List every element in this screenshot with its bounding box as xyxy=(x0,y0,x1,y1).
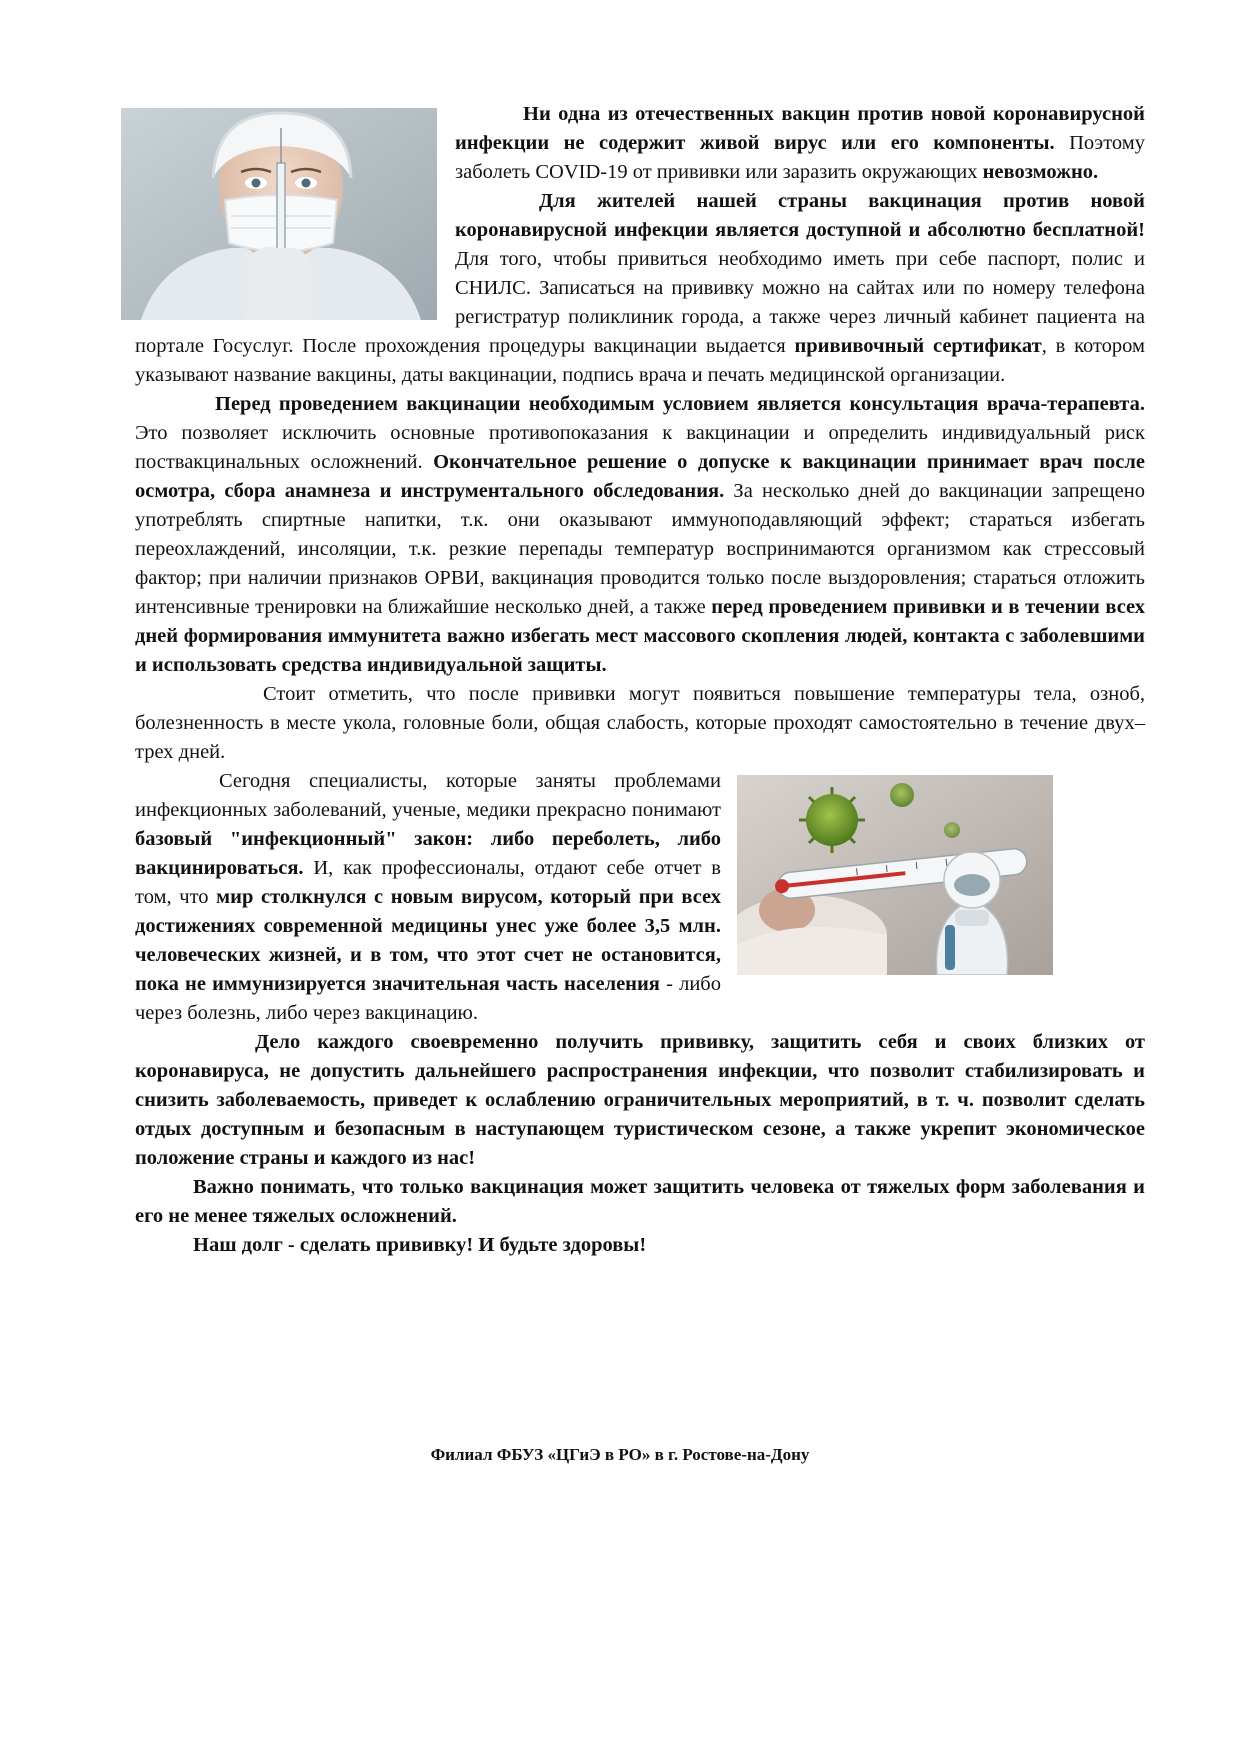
immunization-text: - либо через болезнь, либо через вакцинацию. xyxy=(135,973,721,1024)
virus-photo-image xyxy=(737,775,1053,975)
decision-bold: Окончательное решение о допуске к вакцинации принимает врач после осмотра, сбора анамнеза и инструментального обследования. xyxy=(135,451,1145,502)
new-virus-bold: мир столкнулся с новым вирусом, который при всех достижениях современной медицины унес уже более 3,5 млн. человеческих жизней, и в том, что этот счет не остановится, пока не иммунизируется значительная часть населения xyxy=(135,886,721,995)
infection-law-text: Сегодня специалисты, которые заняты проблемами инфекционных заболеваний, ученые, медики прекрасно понимают xyxy=(135,770,721,821)
important-bold-2: что только вакцинация может защитить человека от тяжелых форм заболевания и его не менее тяжелых осложнений. xyxy=(135,1176,1145,1227)
virus-photo xyxy=(737,775,1053,975)
side-effects-text: Стоит отметить, что после прививки могут появиться повышение температуры тела, озноб, болезненность в месте укола, головные боли, общая слабость, которые проходят самостоятельно в течение двух–трех дней. xyxy=(135,683,1145,763)
consultation-text: Это позволяет исключить основные противопоказания к вакцинации и определить индивидуальный риск поствакцинальных осложнений. xyxy=(135,422,1145,473)
free-vaccination-text: Для того, чтобы привиться необходимо иметь при себе паспорт, полис и СНИЛС. Записаться на прививку можно на сайтах или по номеру телефона регистратур поликлиник города, а также через личный кабинет пациента на портале Госуслуг. После прохождения процедуры вакцинации выдается xyxy=(135,248,1145,357)
infection-law-bold: базовый "инфекционный" закон: либо переболеть, либо вакцинироваться. xyxy=(135,828,721,879)
important-bold: Важно понимать xyxy=(193,1176,351,1198)
important-comma: , xyxy=(350,1176,362,1198)
nurse-photo xyxy=(121,108,437,320)
avoid-crowds-bold: перед проведением прививки и в течении всех дней формирования иммунитета важно избегать мест массового скопления людей, контакта с заболевшими и использовать средства индивидуальной защиты. xyxy=(135,596,1145,676)
certificate-text: , в котором указывают название вакцины, даты вакцинации, подпись врача и печать медицинской организации. xyxy=(135,335,1145,386)
professionals-text: И, как профессионалы, отдают себе отчет в том, что xyxy=(135,857,721,908)
intro-text: Поэтому заболеть COVID-19 от прививки или заразить окружающих xyxy=(455,132,1145,183)
consultation-bold: Перед проведением вакцинации необходимым условием является консультация врача-терапевта. xyxy=(215,393,1145,415)
paragraph-consultation xyxy=(135,390,1145,680)
paragraph-duty xyxy=(135,1028,1145,1173)
intro-bold-2: невозможно. xyxy=(982,161,1099,183)
nurse-photo-image xyxy=(121,108,437,320)
intro-bold: Ни одна из отечественных вакцин против новой коронавирусной инфекции не содержит живой вирус или его компоненты. xyxy=(455,103,1145,154)
closing-bold: Наш долг - сделать прививку! И будьте здоровы! xyxy=(193,1234,647,1256)
footer-organization: Филиал ФБУЗ «ЦГиЭ в РО» в г. Ростове-на-Дону xyxy=(430,1445,810,1464)
precautions-text: За несколько дней до вакцинации запрещено употреблять спиртные напитки, т.к. они оказывают иммуноподавляющий эффект; стараться избегать переохлаждений, инсоляции, т.к. резкие перепады температур воспринимаются организмом как стрессовый фактор; при наличии признаков ОРВИ, вакцинация проводится только после выздоровления; стараться отложить интенсивные тренировки на ближайшие несколько дней, а также xyxy=(135,480,1145,618)
duty-bold: Дело каждого своевременно получить прививку, защитить себя и своих близких от коронавируса, не допустить дальнейшего распространения инфекции, что позволит стабилизировать и снизить заболеваемость, приведет к ослаблению ограничительных мероприятий, в т. ч. позволит сделать отдых доступным и безопасным в наступающем туристическом сезоне, а также укрепит экономическое положение страны и каждого из нас! xyxy=(135,1031,1145,1169)
paragraph-important xyxy=(135,1173,1145,1231)
certificate-bold: прививочный сертификат xyxy=(794,335,1042,357)
paragraph-closing xyxy=(135,1231,1145,1260)
document-body xyxy=(135,100,1145,1260)
free-vaccination-bold: Для жителей нашей страны вакцинация против новой коронавирусной инфекции является доступной и абсолютно бесплатной! xyxy=(455,190,1145,241)
paragraph-side-effects xyxy=(135,680,1145,767)
